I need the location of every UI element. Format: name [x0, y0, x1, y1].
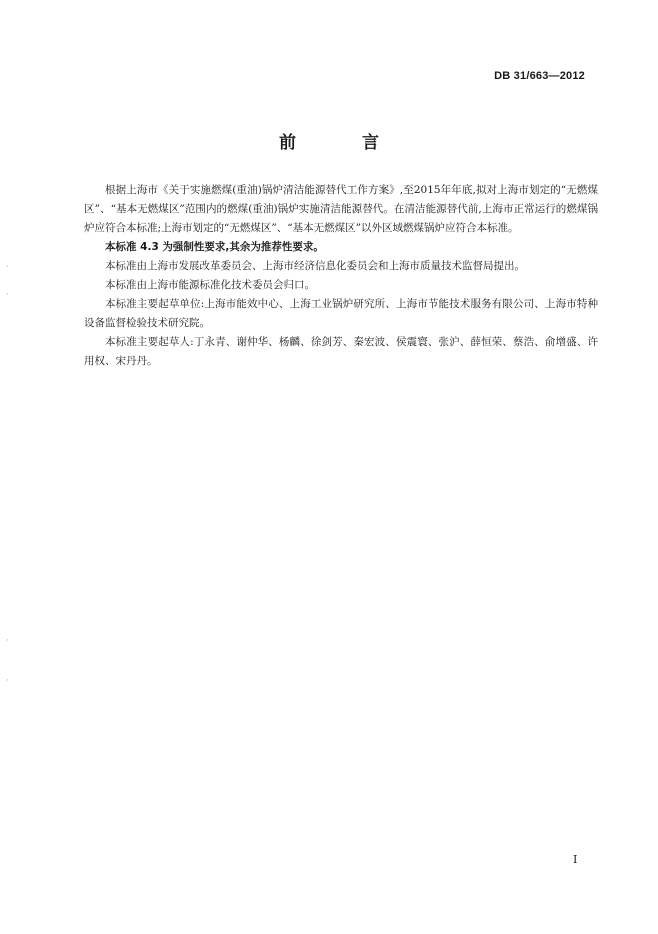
margin-speck: ·	[6, 262, 9, 271]
paragraph-administrator: 本标准由上海市能源标准化技术委员会归口。	[105, 279, 315, 291]
paragraph-mandatory-clause: 本标准 4.3 为强制性要求,其余为推荐性要求。	[105, 241, 324, 253]
document-body	[84, 181, 598, 371]
paragraph-drafters: 本标准主要起草人:丁永青、谢仲华、杨麟、徐剑芳、秦宏波、侯震寰、张沪、薛恒荣、蔡浩、俞增盛、许用权、宋丹丹。	[84, 336, 598, 367]
page-number: I	[573, 853, 578, 866]
paragraph-drafting-units: 本标准主要起草单位:上海市能效中心、上海工业锅炉研究所、上海市节能技术服务有限公司、上海市特种设备监督检验技术研究院。	[84, 298, 598, 329]
margin-speck: ·	[6, 636, 9, 645]
page-title: 前 言	[279, 133, 409, 153]
document-code: DB 31/663—2012	[494, 70, 585, 82]
margin-speck: ·	[6, 290, 9, 299]
paragraph-background: 根据上海市《关于实施燃煤(重油)锅炉清洁能源替代工作方案》,至2015年年底,拟对上海市划定的“无燃煤区”、“基本无燃煤区”范围内的燃煤(重油)锅炉实施清洁能源替代。在清洁能源替代前,上海市正常运行的燃煤锅炉应符合本标准;上海市划定的“无燃煤区”、“基本无燃煤区”以外区域燃煤锅炉应符合本标准。	[84, 184, 598, 234]
paragraph-proposer: 本标准由上海市发展改革委员会、上海市经济信息化委员会和上海市质量技术监督局提出。	[105, 260, 525, 272]
margin-speck: ·	[6, 676, 9, 685]
